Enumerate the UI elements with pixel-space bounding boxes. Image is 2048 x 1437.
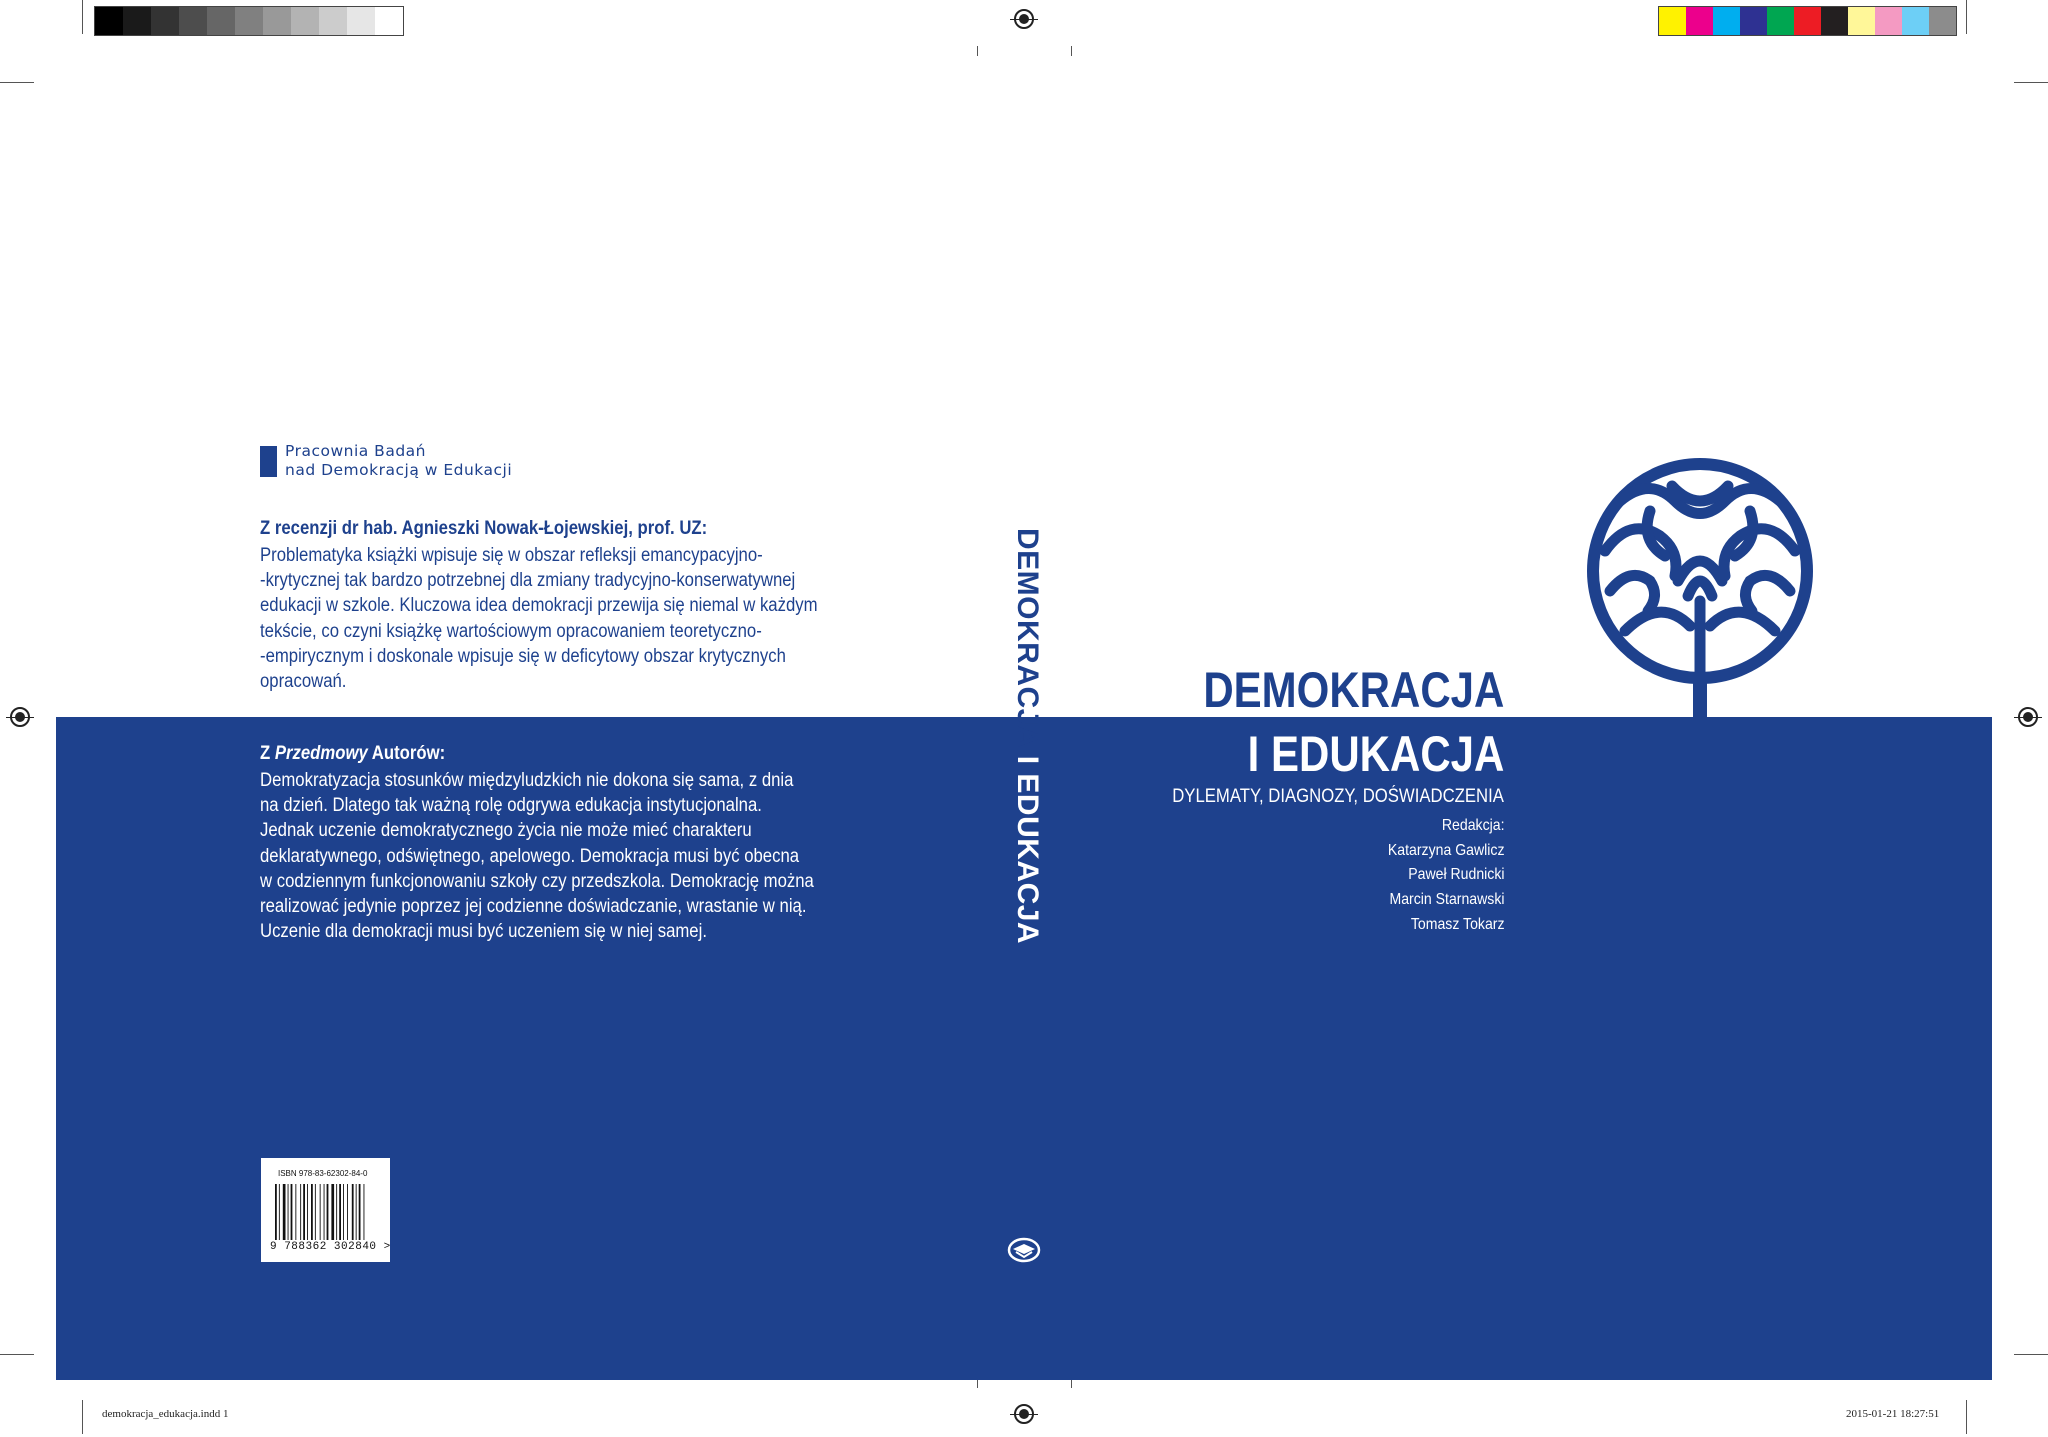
color-patch [1821,7,1848,35]
crop-mark [2014,82,2048,83]
color-patch [95,7,123,35]
color-patch [291,7,319,35]
editor-name: Katarzyna Gawlicz [1387,841,1504,859]
registration-mark-icon [10,707,30,727]
review-line: -empirycznym i doskonale wpisuje się w deficytowy obszar krytycznych [260,645,786,667]
preface-prefix: Z [260,743,275,764]
color-patch [263,7,291,35]
color-patch [319,7,347,35]
color-bar [1658,6,1957,36]
lab-logo-mark [260,446,277,477]
tree-logo-icon [1580,456,1820,932]
color-patch [235,7,263,35]
preface-suffix: Autorów: [367,743,446,764]
preface-line: w codziennym funkcjonowaniu szkoły czy przedszkola. Demokrację można [260,870,814,892]
preface-line: Uczenie dla demokracji musi być uczeniem się w niej samej. [260,921,707,943]
review-line: edukacji w szkole. Kluczowa idea demokracji przewija się niemal w każdym [260,595,818,617]
preface-heading [260,743,445,765]
color-patch [347,7,375,35]
publisher-logo [1007,1236,1041,1264]
crop-mark [1966,1400,1967,1434]
preface-text [260,768,814,944]
review-line: opracowań. [260,671,347,693]
review-line: Problematyka książki wpisuje się w obszar refleksji emancypacyjno- [260,545,763,566]
lab-name-line: Pracownia Badań [285,442,426,460]
color-patch [1659,7,1686,35]
color-patch [179,7,207,35]
editor-name: Tomasz Tokarz [1410,915,1504,933]
color-patch [123,7,151,35]
editors-label: Redakcja: [1441,817,1504,834]
book-title-line2: I EDUKACJA [1247,726,1504,782]
preface-line: deklaratywnego, odświętnego, apelowego. Demokracja musi być obecna [260,845,800,867]
review-heading: Z recenzji dr hab. Agnieszki Nowak-Łojewskiej, prof. UZ: [260,518,708,539]
lab-name-line: nad Demokracją w Edukacji [285,461,513,479]
slug-timestamp: 2015-01-21 18:27:51 [1846,1408,1940,1420]
crop-mark [82,0,83,34]
color-patch [1848,7,1875,35]
crop-mark [82,1400,83,1434]
editor-name: Paweł Rudnicki [1407,866,1504,884]
spine-title [1011,528,1043,944]
spine-title-part2: I EDUKACJA [1011,755,1044,945]
color-patch [1929,7,1956,35]
book-title [1203,658,1504,786]
review-line: tekście, co czyni książkę wartościowym opracowaniem teoretyczno- [260,620,762,642]
publisher-logo-icon [1007,1236,1041,1264]
color-patch [1875,7,1902,35]
editors-block [1387,814,1504,938]
color-patch [1740,7,1767,35]
preface-line: Jednak uczenie demokratycznego życia nie może mieć charakteru [260,820,752,842]
slug-file-name: demokracja_edukacja.indd 1 [102,1408,229,1420]
isbn-label: ISBN 978-83-62302-84-0 [278,1169,368,1178]
editor-name: Marcin Starnawski [1388,891,1504,909]
grayscale-bar [94,6,404,36]
color-patch [1902,7,1929,35]
color-patch [375,7,403,35]
spine-mark [1071,46,1072,56]
review-text [260,543,818,694]
crop-mark [0,1354,34,1355]
lab-name [285,442,512,480]
color-patch [207,7,235,35]
review-line: -krytycznej tak bardzo potrzebnej dla zmiany tradycyjno-konserwatywnej [260,570,796,592]
color-patch [1794,7,1821,35]
registration-mark-icon [1014,9,1034,29]
crop-mark [0,82,34,83]
color-patch [1686,7,1713,35]
crop-mark [1966,0,1967,34]
preface-italic: Przedmowy [274,743,368,764]
spine-mark [977,46,978,56]
isbn-digits: 9 788362 302840 > [270,1241,391,1253]
color-patch [1767,7,1794,35]
preface-line: realizować jedynie poprzez jej codzienne doświadczanie, wrastanie w nią. [260,896,807,918]
color-patch [1713,7,1740,35]
crop-mark [2014,1354,2048,1355]
preface-line: Demokratyzacja stosunków międzyludzkich nie dokona się sama, z dnia [260,770,794,791]
tree-logo [1580,456,1820,932]
preface-line: na dzień. Dlatego tak ważną rolę odgrywa edukacja instytucjonalna. [260,795,762,817]
book-subtitle: DYLEMATY, DIAGNOZY, DOŚWIADCZENIA [1172,786,1504,807]
color-patch [151,7,179,35]
book-title-line1: DEMOKRACJA [1202,662,1504,718]
registration-mark-icon [1014,1404,1034,1424]
spine-title-part1: DEMOKRACJA [1011,528,1044,756]
registration-mark-icon [2018,707,2038,727]
